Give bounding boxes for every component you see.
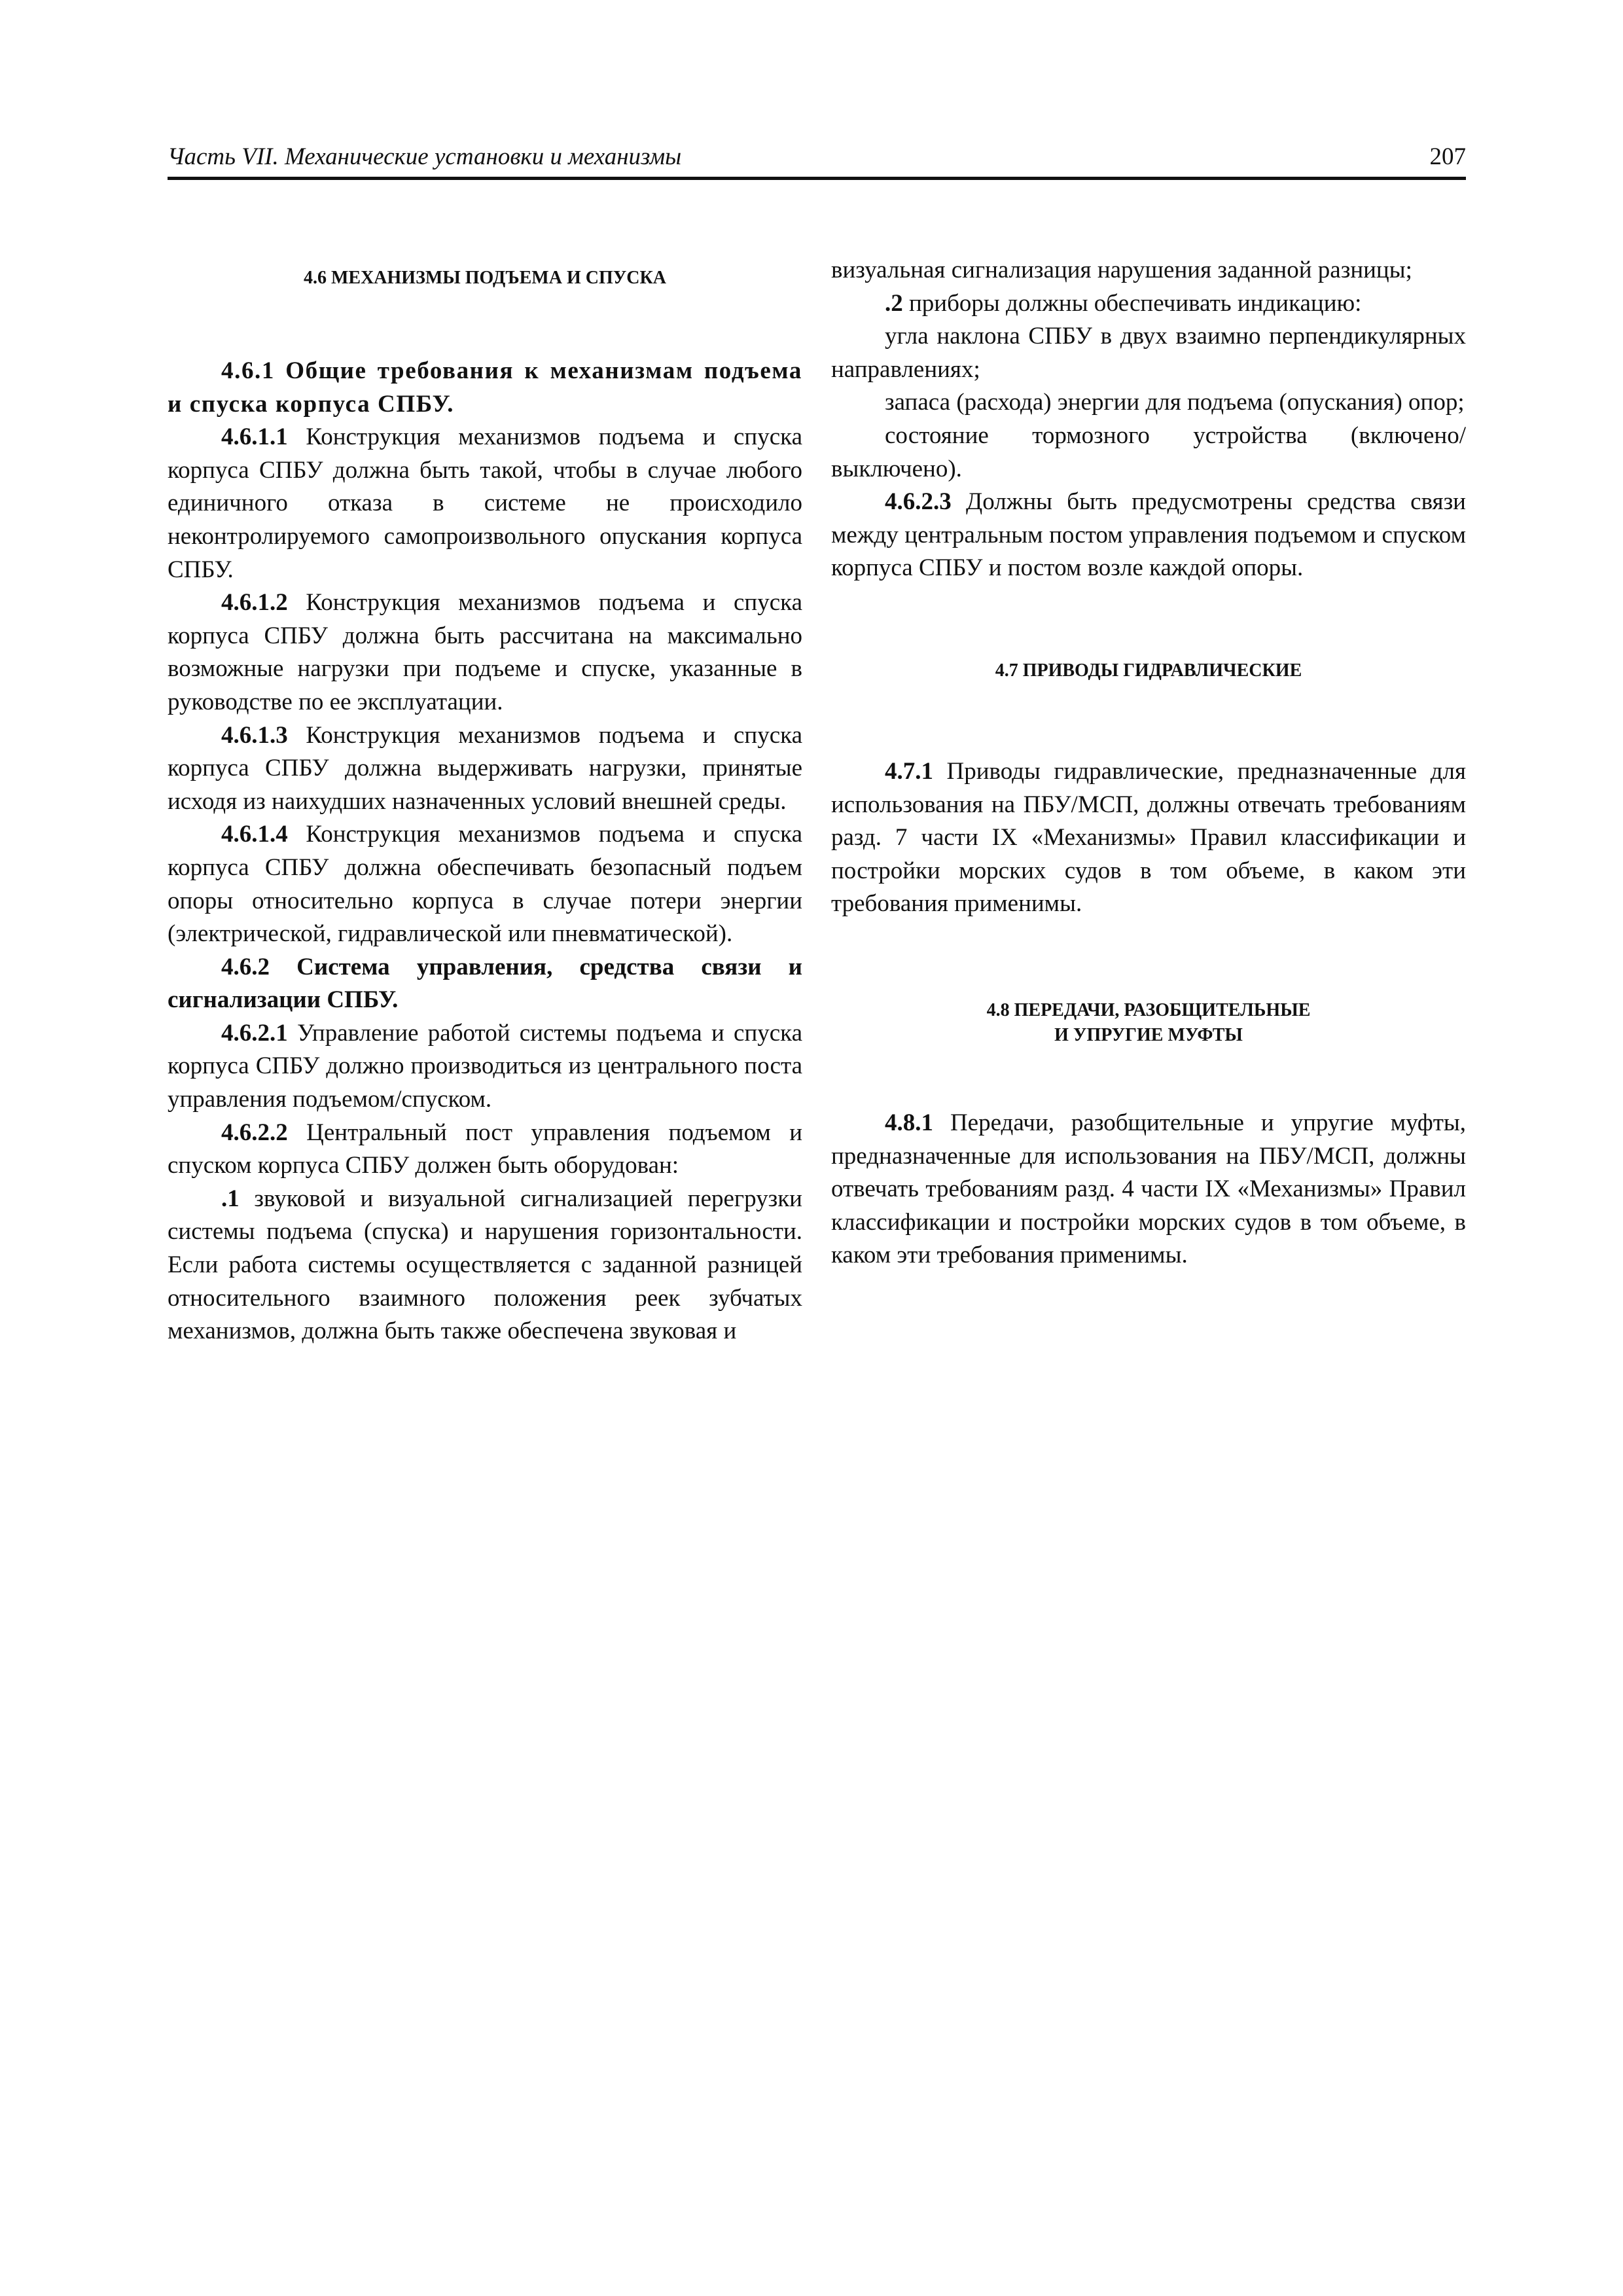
section-title-4-8-line-2: И УПРУГИЕ МУФТЫ xyxy=(1054,1024,1243,1045)
paragraph-4-6-2: 4.6.2 Система управления, средства связи и сигнализации СПБУ. xyxy=(168,953,802,1014)
section-title-4-8-line-1: 4.8 ПЕРЕДАЧИ, РАЗОБЩИТЕЛЬНЫЕ xyxy=(986,999,1311,1020)
paragraph-4-7-1 xyxy=(831,755,1466,921)
item-number: .1 xyxy=(221,1185,240,1212)
paragraph-4-6-1: 4.6.1 Общие требования к механизмам подъема и спуска корпуса СПБУ. xyxy=(168,357,802,418)
clause-number: 4.6.1.2 xyxy=(221,589,288,617)
paragraph-item-1 xyxy=(168,1183,802,1348)
clause-text: Должны быть предусмотрены средства связи между центральным постом управления подъемом и спуском корпуса СПБУ и постом возле каждой опоры. xyxy=(831,488,1466,582)
clause-text: Приводы гидравлические, предназначенные для использования на ПБУ/МСП, должны отвечать требованиям разд. 7 части IX «Механизмы» Правил классификации и постройки морских судов в том объеме, в каком эти требования применимы. xyxy=(831,757,1466,918)
paragraph-4-6-1-1 xyxy=(168,421,802,586)
clause-text: Передачи, разобщительные и упругие муфты, предназначенные для использования на ПБУ/МСП, должны отвечать требованиям разд. 4 части IX «Механизмы» Правил классификации и постройки морских судов в том объеме, в каком эти требования применимы. xyxy=(831,1109,1466,1269)
paragraph-4-6-2-3 xyxy=(831,486,1466,585)
clause-number: 4.6.1.4 xyxy=(221,821,288,848)
paragraph-continuation: визуальная сигнализация нарушения заданной разницы; xyxy=(831,257,1412,283)
clause-text: Конструкция механизмов подъема и спуска корпуса СПБУ должна быть такой, чтобы в случае любого единичного отказа в системе не происходило неконтролируемого самопроизвольного опускания корпуса СПБУ. xyxy=(168,423,802,583)
clause-number: 4.7.1 xyxy=(885,757,933,785)
item-text: звуковой и визуальной сигнализацией перегрузки системы подъема (спуска) и нарушения горизонтальности. Если работа системы осуществляется с заданной разницей относительного взаимного положения реек зубчатых механизмов, должна быть также обеспечена звуковая и xyxy=(168,1185,802,1345)
paragraph-4-8-1 xyxy=(831,1107,1466,1272)
clause-number: 4.6.1.1 xyxy=(221,423,288,451)
paragraph-4-6-2-2 xyxy=(168,1117,802,1183)
paragraph-4-6-1-2 xyxy=(168,586,802,719)
section-title-4-6: 4.6 МЕХАНИЗМЫ ПОДЪЕМА И СПУСКА xyxy=(303,268,667,288)
section-title-4-7: 4.7 ПРИВОДЫ ГИДРАВЛИЧЕСКИЕ xyxy=(995,660,1302,681)
page-number: 207 xyxy=(1429,143,1466,170)
clause-number: 4.6.2.2 xyxy=(221,1119,288,1146)
clause-number: 4.6.1.3 xyxy=(221,721,288,749)
paragraph-4-6-1-4 xyxy=(168,818,802,950)
clause-text: Конструкция механизмов подъема и спуска корпуса СПБУ должна выдерживать нагрузки, принятые исходя из наихудших назначенных условий внешней среды. xyxy=(168,721,802,815)
clause-text: Центральный пост управления подъемом и спуском корпуса СПБУ должен быть оборудован: xyxy=(168,1119,802,1179)
clause-number: 4.6.2.3 xyxy=(885,488,952,516)
paragraph-brake-indication: состояние тормозного устройства (включено/выключено). xyxy=(831,422,1466,482)
paragraph-4-6-1-3 xyxy=(168,719,802,819)
clause-text: Конструкция механизмов подъема и спуска корпуса СПБУ должна обеспечивать безопасный подъем опоры относительно корпуса в случае потери энергии (электрической, гидравлической или пневматической). xyxy=(168,821,802,948)
left-column xyxy=(168,254,802,1348)
right-column xyxy=(831,254,1466,1272)
paragraph-energy-indication: запаса (расхода) энергии для подъема (опускания) опор; xyxy=(885,389,1465,416)
section-title-4-8 xyxy=(831,998,1466,1048)
paragraph-angle-indication: угла наклона СПБУ в двух взаимно перпендикулярных направлениях; xyxy=(831,323,1466,383)
clause-number: 4.6.2.1 xyxy=(221,1019,288,1047)
clause-number: 4.8.1 xyxy=(885,1109,933,1136)
item-number: .2 xyxy=(885,289,903,317)
running-header xyxy=(168,139,1466,180)
clause-text: Конструкция механизмов подъема и спуска корпуса СПБУ должна быть рассчитана на максимально возможные нагрузки при подъеме и спуске, указанные в руководстве по ее эксплуатации. xyxy=(168,589,802,715)
item-text: приборы должны обеспечивать индикацию: xyxy=(902,289,1362,317)
paragraph-4-6-2-1 xyxy=(168,1017,802,1117)
paragraph-item-2 xyxy=(831,287,1466,321)
header-title: Часть VII. Механические установки и механизмы xyxy=(168,143,682,170)
clause-text: Управление работой системы подъема и спуска корпуса СПБУ должно производиться из центрального поста управления подъемом/спуском. xyxy=(168,1019,802,1113)
